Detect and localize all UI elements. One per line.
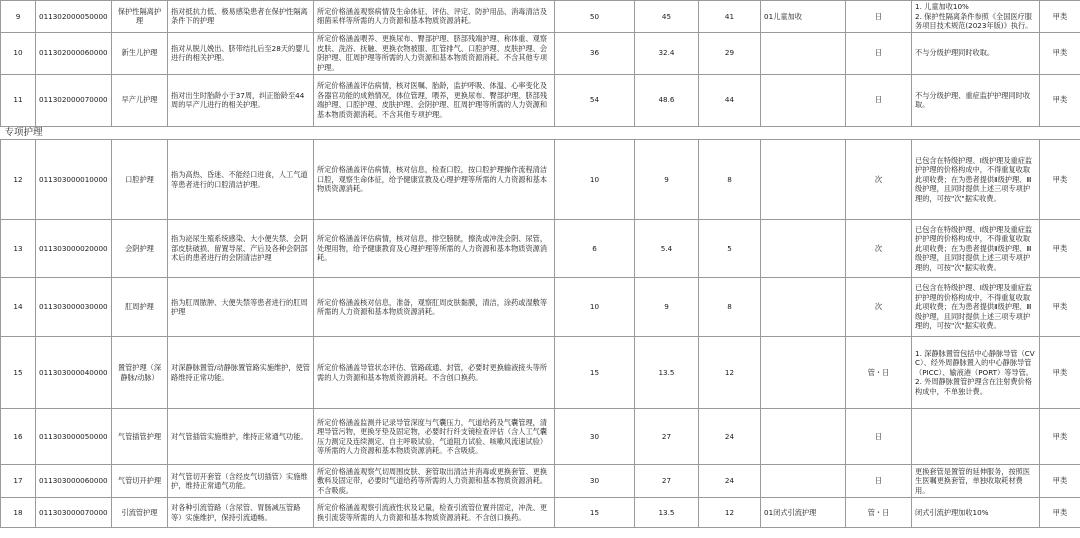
cell-category[interactable]: 甲类 — [1040, 32, 1080, 74]
cell-category[interactable]: 甲类 — [1040, 465, 1080, 498]
cell-item-name[interactable]: 新生儿护理 — [112, 32, 168, 74]
table-row — [1, 74, 1080, 126]
cell-price-tier3[interactable]: 12 — [699, 498, 761, 528]
cell-note[interactable] — [912, 409, 1040, 465]
cell-seq[interactable]: 15 — [1, 337, 36, 409]
cell-price-tier1[interactable]: 30 — [555, 465, 635, 498]
cell-addon[interactable] — [761, 337, 846, 409]
cell-code[interactable]: 011302000050000 — [36, 1, 112, 33]
cell-price-tier3[interactable]: 29 — [699, 32, 761, 74]
cell-addon[interactable] — [761, 220, 846, 278]
cell-note[interactable]: 已包含在特级护理、Ⅰ级护理及重症监护护理的价格构成中，不得重复收取此项收费；在为患者提供Ⅱ级护理、Ⅲ级护理，且同时提供上述三项专项护理的，可按"次"据实收费。 — [912, 140, 1040, 220]
cell-price-tier3[interactable]: 44 — [699, 74, 761, 126]
cell-note[interactable]: 1. 深静脉置管包括中心静脉导管（CVC）、经外周静脉置入的中心静脉导管（PICC）、输液港（PORT）等导管。 2. 外周静脉置管护理含在注射费价格构成中，不单独计费。 — [912, 337, 1040, 409]
cell-note[interactable]: 闭式引流护理加收10% — [912, 498, 1040, 528]
cell-unit[interactable]: 管・日 — [846, 337, 912, 409]
cell-connotation[interactable]: 指为泌尿生殖系统感染、大小便失禁、会阴部皮肤破损、留置导尿、产后及各种会阴部术后的患者进行的会阴清洁护理 — [168, 220, 314, 278]
cell-content[interactable]: 所定价格涵盖导管状态评估、管路疏通、封管，必要时更换输液接头等所需的人力资源和基本物质资源消耗。不含创口换药。 — [314, 337, 555, 409]
cell-price-tier2[interactable]: 45 — [635, 1, 699, 33]
cell-category[interactable]: 甲类 — [1040, 1, 1080, 33]
cell-addon[interactable]: 01儿童加收 — [761, 1, 846, 33]
cell-price-tier1[interactable]: 50 — [555, 1, 635, 33]
cell-addon[interactable] — [761, 409, 846, 465]
cell-seq[interactable]: 17 — [1, 465, 36, 498]
table-row — [1, 140, 1080, 220]
cell-seq[interactable]: 18 — [1, 498, 36, 528]
cell-addon[interactable] — [761, 74, 846, 126]
cell-note[interactable]: 不与分级护理、重症监护护理同时收取。 — [912, 74, 1040, 126]
cell-price-tier3[interactable]: 24 — [699, 409, 761, 465]
cell-unit[interactable]: 日 — [846, 1, 912, 33]
cell-note[interactable]: 已包含在特级护理、Ⅰ级护理及重症监护护理的价格构成中，不得重复收取此项收费；在为患者提供Ⅱ级护理、Ⅲ级护理，且同时提供上述三项专项护理的，可按"次"据实收费。 — [912, 220, 1040, 278]
cell-content[interactable]: 所定价格涵盖评估病情，核对信息，检查口腔，按口腔护理操作流程清洁口腔，观察生命体征，给予健康宣教及心理护理等所需的人力资源和基本物质资源消耗。 — [314, 140, 555, 220]
cell-content[interactable]: 所定价格涵盖观察病情及生命体征、评估、评定、防护用品、消毒清洁及细菌采样等所需的人力资源和基本物质资源消耗。 — [314, 1, 555, 33]
cell-price-tier1[interactable]: 54 — [555, 74, 635, 126]
cell-price-tier2[interactable]: 32.4 — [635, 32, 699, 74]
cell-seq[interactable]: 12 — [1, 140, 36, 220]
cell-code[interactable]: 011303000010000 — [36, 140, 112, 220]
table-row — [1, 337, 1080, 409]
cell-code[interactable]: 011302000070000 — [36, 74, 112, 126]
cell-unit[interactable]: 次 — [846, 220, 912, 278]
cell-price-tier2[interactable]: 48.6 — [635, 74, 699, 126]
cell-price-tier1[interactable]: 10 — [555, 278, 635, 337]
table-row — [1, 465, 1080, 498]
table-body — [1, 1, 1080, 528]
cell-unit[interactable]: 日 — [846, 32, 912, 74]
cell-item-name[interactable]: 气管插管护理 — [112, 409, 168, 465]
cell-price-tier1[interactable]: 6 — [555, 220, 635, 278]
cell-price-tier1[interactable]: 15 — [555, 498, 635, 528]
cell-code[interactable]: 011303000060000 — [36, 465, 112, 498]
cell-content[interactable]: 所定价格涵盖核对信息，准备，观察肛周皮肤黏膜，清洁，涂药或湿敷等所需的人力资源和基本物质资源消耗。 — [314, 278, 555, 337]
cell-price-tier1[interactable]: 30 — [555, 409, 635, 465]
cell-note[interactable]: 更换套管是置管的延伸服务，按照医生医嘱更换套管，单独收取耗材费用。 — [912, 465, 1040, 498]
cell-addon[interactable] — [761, 278, 846, 337]
cell-unit[interactable]: 日 — [846, 465, 912, 498]
cell-note[interactable]: 1. 儿童加收10% 2. 保护性隔离条件参照《全国医疗服务项目技术规范(2023年版)》执行。 — [912, 1, 1040, 33]
section-label: 专项护理 — [1, 126, 1080, 140]
cell-category[interactable]: 甲类 — [1040, 409, 1080, 465]
cell-seq[interactable]: 9 — [1, 1, 36, 33]
cell-category[interactable]: 甲类 — [1040, 220, 1080, 278]
cell-item-name[interactable]: 引流管护理 — [112, 498, 168, 528]
cell-seq[interactable]: 16 — [1, 409, 36, 465]
cell-content[interactable]: 所定价格涵盖监测并记录导管深度与气囊压力，气道给药及气囊管理，清理导管污物，更换牙垫及固定物，必要时行纤支镜检查评估（含人工气囊压力测定及连续测定、自主呼吸试验、气道阻力试验、咳嗽风流速试验）等所需的人力资源和基本物质资源消耗。不含吸痰。 — [314, 409, 555, 465]
cell-addon[interactable] — [761, 32, 846, 74]
cell-code[interactable]: 011303000070000 — [36, 498, 112, 528]
cell-content[interactable]: 所定价格涵盖观察引流液性状及记量，检查引流管位置并固定，冲洗、更换引流袋等所需的人力资源和基本物质资源消耗。不含创口换药。 — [314, 498, 555, 528]
cell-price-tier2[interactable]: 27 — [635, 465, 699, 498]
cell-code[interactable]: 011303000030000 — [36, 278, 112, 337]
cell-code[interactable]: 011303000020000 — [36, 220, 112, 278]
cell-item-name[interactable]: 气管切开护理 — [112, 465, 168, 498]
cell-category[interactable]: 甲类 — [1040, 74, 1080, 126]
cell-connotation[interactable]: 指为高热、昏迷、不能经口进食，人工气道等患者进行的口腔清洁护理。 — [168, 140, 314, 220]
cell-code[interactable]: 011303000050000 — [36, 409, 112, 465]
cell-connotation[interactable]: 指对抵抗力低、极易感染患者在保护性隔离条件下的护理 — [168, 1, 314, 33]
cell-seq[interactable]: 13 — [1, 220, 36, 278]
section-header-row — [1, 126, 1080, 140]
cell-unit[interactable]: 管・日 — [846, 498, 912, 528]
cell-connotation[interactable]: 指对出生时胎龄小于37周，纠正胎龄至44周的早产儿进行的相关护理。 — [168, 74, 314, 126]
cell-price-tier3[interactable]: 5 — [699, 220, 761, 278]
cell-item-name[interactable]: 会阴护理 — [112, 220, 168, 278]
cell-price-tier2[interactable]: 27 — [635, 409, 699, 465]
cell-price-tier3[interactable]: 12 — [699, 337, 761, 409]
table-row — [1, 498, 1080, 528]
cell-content[interactable]: 所定价格涵盖评估病情，核对医嘱、胎龄，监护呼吸、体温、心率变化及各器官功能的成熟情况，体位管理，喂养，更换尿布、臀部护理、脐部残端护理、口腔护理、皮肤护理、会阴护理、肛周护理等所需的人力资源和基本物质资源消耗。不含其他专项护理。 — [314, 74, 555, 126]
cell-item-name[interactable]: 保护性隔离护理 — [112, 1, 168, 33]
cell-price-tier2[interactable]: 9 — [635, 140, 699, 220]
table-row — [1, 220, 1080, 278]
cell-item-name[interactable]: 置管护理（深静脉/动脉） — [112, 337, 168, 409]
cell-price-tier1[interactable]: 15 — [555, 337, 635, 409]
cell-item-name[interactable]: 肛周护理 — [112, 278, 168, 337]
cell-note[interactable]: 已包含在特级护理、Ⅰ级护理及重症监护护理的价格构成中，不得重复收取此项收费；在为患者提供Ⅱ级护理、Ⅲ级护理，且同时提供上述三项专项护理的，可按"次"据实收费。 — [912, 278, 1040, 337]
cell-connotation[interactable]: 对深静脉置管/动静脉置管路实施维护，使管路维持正常功能。 — [168, 337, 314, 409]
cell-price-tier2[interactable]: 9 — [635, 278, 699, 337]
cell-addon[interactable] — [761, 465, 846, 498]
cell-seq[interactable]: 11 — [1, 74, 36, 126]
cell-note[interactable]: 不与分级护理同时收取。 — [912, 32, 1040, 74]
table-row — [1, 32, 1080, 74]
cell-category[interactable]: 甲类 — [1040, 278, 1080, 337]
cell-item-name[interactable]: 口腔护理 — [112, 140, 168, 220]
cell-category[interactable]: 甲类 — [1040, 337, 1080, 409]
table-row — [1, 278, 1080, 337]
cell-price-tier1[interactable]: 36 — [555, 32, 635, 74]
table-row — [1, 1, 1080, 33]
cell-seq[interactable]: 14 — [1, 278, 36, 337]
cell-addon[interactable] — [761, 140, 846, 220]
cell-unit[interactable]: 日 — [846, 409, 912, 465]
cell-connotation[interactable]: 对气管切开套管（含经皮气切插管）实施维护，维持正常通气功能。 — [168, 465, 314, 498]
cell-connotation[interactable]: 指对从脱儿娩出、脐带结扎后至28天的婴儿进行的相关护理。 — [168, 32, 314, 74]
cell-connotation[interactable]: 对各种引流管路（含尿管、胃肠减压管路等）实施维护，保持引流通畅。 — [168, 498, 314, 528]
cell-category[interactable]: 甲类 — [1040, 498, 1080, 528]
cell-unit[interactable]: 日 — [846, 74, 912, 126]
cell-unit[interactable]: 次 — [846, 140, 912, 220]
cell-content[interactable]: 所定价格涵盖评估病情，核对信息，排空膀胱，擦洗或冲洗会阴、尿管，处理用物，给予健康教育及心理护理等所需的人力资源和基本物质资源消耗。 — [314, 220, 555, 278]
cell-seq[interactable]: 10 — [1, 32, 36, 74]
cell-content[interactable]: 所定价格涵盖观察气切周围皮肤、套管取出清洁并消毒或更换套管、更换敷料及固定带，必要时气道给药等所需的人力资源和基本物质资源消耗。不含吸痰。 — [314, 465, 555, 498]
cell-price-tier2[interactable]: 13.5 — [635, 337, 699, 409]
cell-connotation[interactable]: 对气管插管实施维护，维持正常通气功能。 — [168, 409, 314, 465]
cell-price-tier2[interactable]: 5.4 — [635, 220, 699, 278]
table-row — [1, 409, 1080, 465]
cell-item-name[interactable]: 早产儿护理 — [112, 74, 168, 126]
cell-code[interactable]: 011302000060000 — [36, 32, 112, 74]
cell-content[interactable]: 所定价格涵盖喂养、更换尿布、臀部护理、脐部残端护理、称体重、观察皮肤、洗浴、抚触、更换衣物被服、肛管排气、口腔护理、皮肤护理、会阴护理、肛周护理等所需的人力资源和基本物质资源消耗。不含其他专项护理。 — [314, 32, 555, 74]
cell-price-tier1[interactable]: 10 — [555, 140, 635, 220]
cell-addon[interactable]: 01闭式引流护理 — [761, 498, 846, 528]
cell-code[interactable]: 011303000040000 — [36, 337, 112, 409]
cell-category[interactable]: 甲类 — [1040, 140, 1080, 220]
cell-connotation[interactable]: 指为肛周脓肿、大便失禁等患者进行的肛周护理 — [168, 278, 314, 337]
cell-price-tier3[interactable]: 41 — [699, 1, 761, 33]
cell-price-tier2[interactable]: 13.5 — [635, 498, 699, 528]
cell-unit[interactable]: 次 — [846, 278, 912, 337]
cell-price-tier3[interactable]: 8 — [699, 278, 761, 337]
cell-price-tier3[interactable]: 24 — [699, 465, 761, 498]
cell-price-tier3[interactable]: 8 — [699, 140, 761, 220]
